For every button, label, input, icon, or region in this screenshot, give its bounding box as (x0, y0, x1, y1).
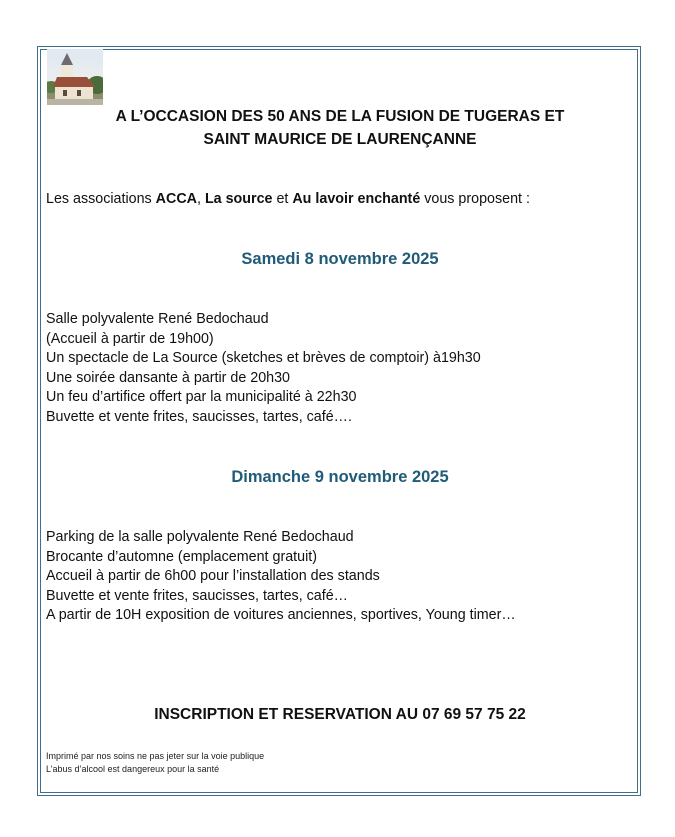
footer-alcohol-warning: L’abus d’alcool est dangereux pour la santé (46, 764, 220, 774)
intro-separator: , (196, 191, 205, 207)
intro-text (46, 191, 530, 207)
saturday-program (46, 310, 481, 428)
event-title-line-1: A L’OCCASION DES 50 ANS DE LA FUSION DE TUGERAS ET (115, 108, 565, 125)
program-line: (Accueil à partir de 19h00) (46, 330, 214, 347)
sunday-date-heading: Dimanche 9 novembre 2025 (231, 468, 449, 486)
program-line: Un spectacle de La Source (sketches et brèves de comptoir) à19h30 (46, 350, 481, 367)
program-line: Une soirée dansante à partir de 20h30 (46, 369, 291, 386)
program-line: A partir de 10H exposition de voitures anciennes, sportives, Young timer… (46, 607, 516, 624)
registration-phone: INSCRIPTION ET RESERVATION AU 07 69 57 75 22 (154, 706, 526, 723)
footer-printing-note: Imprimé par nos soins ne pas jeter sur la voie publique (46, 751, 265, 761)
intro-suffix: vous proposent : (420, 191, 530, 207)
sunday-program (46, 528, 516, 626)
association-la-source: La source (204, 191, 273, 207)
program-line: Un feu d’artifice offert par la municipalité à 22h30 (46, 389, 357, 406)
program-line: Brocante d’automne (emplacement gratuit) (46, 548, 317, 565)
saturday-date-heading: Samedi 8 novembre 2025 (241, 250, 439, 268)
program-line: Salle polyvalente René Bedochaud (46, 311, 269, 327)
intro-prefix: Les associations (46, 191, 156, 207)
program-line: Accueil à partir de 6h00 pour l’installation des stands (46, 568, 380, 585)
event-title-line-2: SAINT MAURICE DE LAURENÇANNE (203, 131, 477, 148)
program-line: Buvette et vente frites, saucisses, tartes, café…. (46, 408, 352, 425)
program-line: Buvette et vente frites, saucisses, tartes, café… (46, 587, 348, 604)
association-acca: ACCA (155, 191, 197, 207)
village-church-photo-icon (47, 49, 103, 105)
intro-separator: et (272, 191, 293, 207)
program-line: Parking de la salle polyvalente René Bedochaud (46, 529, 354, 545)
association-au-lavoir-enchante: Au lavoir enchanté (292, 191, 421, 207)
